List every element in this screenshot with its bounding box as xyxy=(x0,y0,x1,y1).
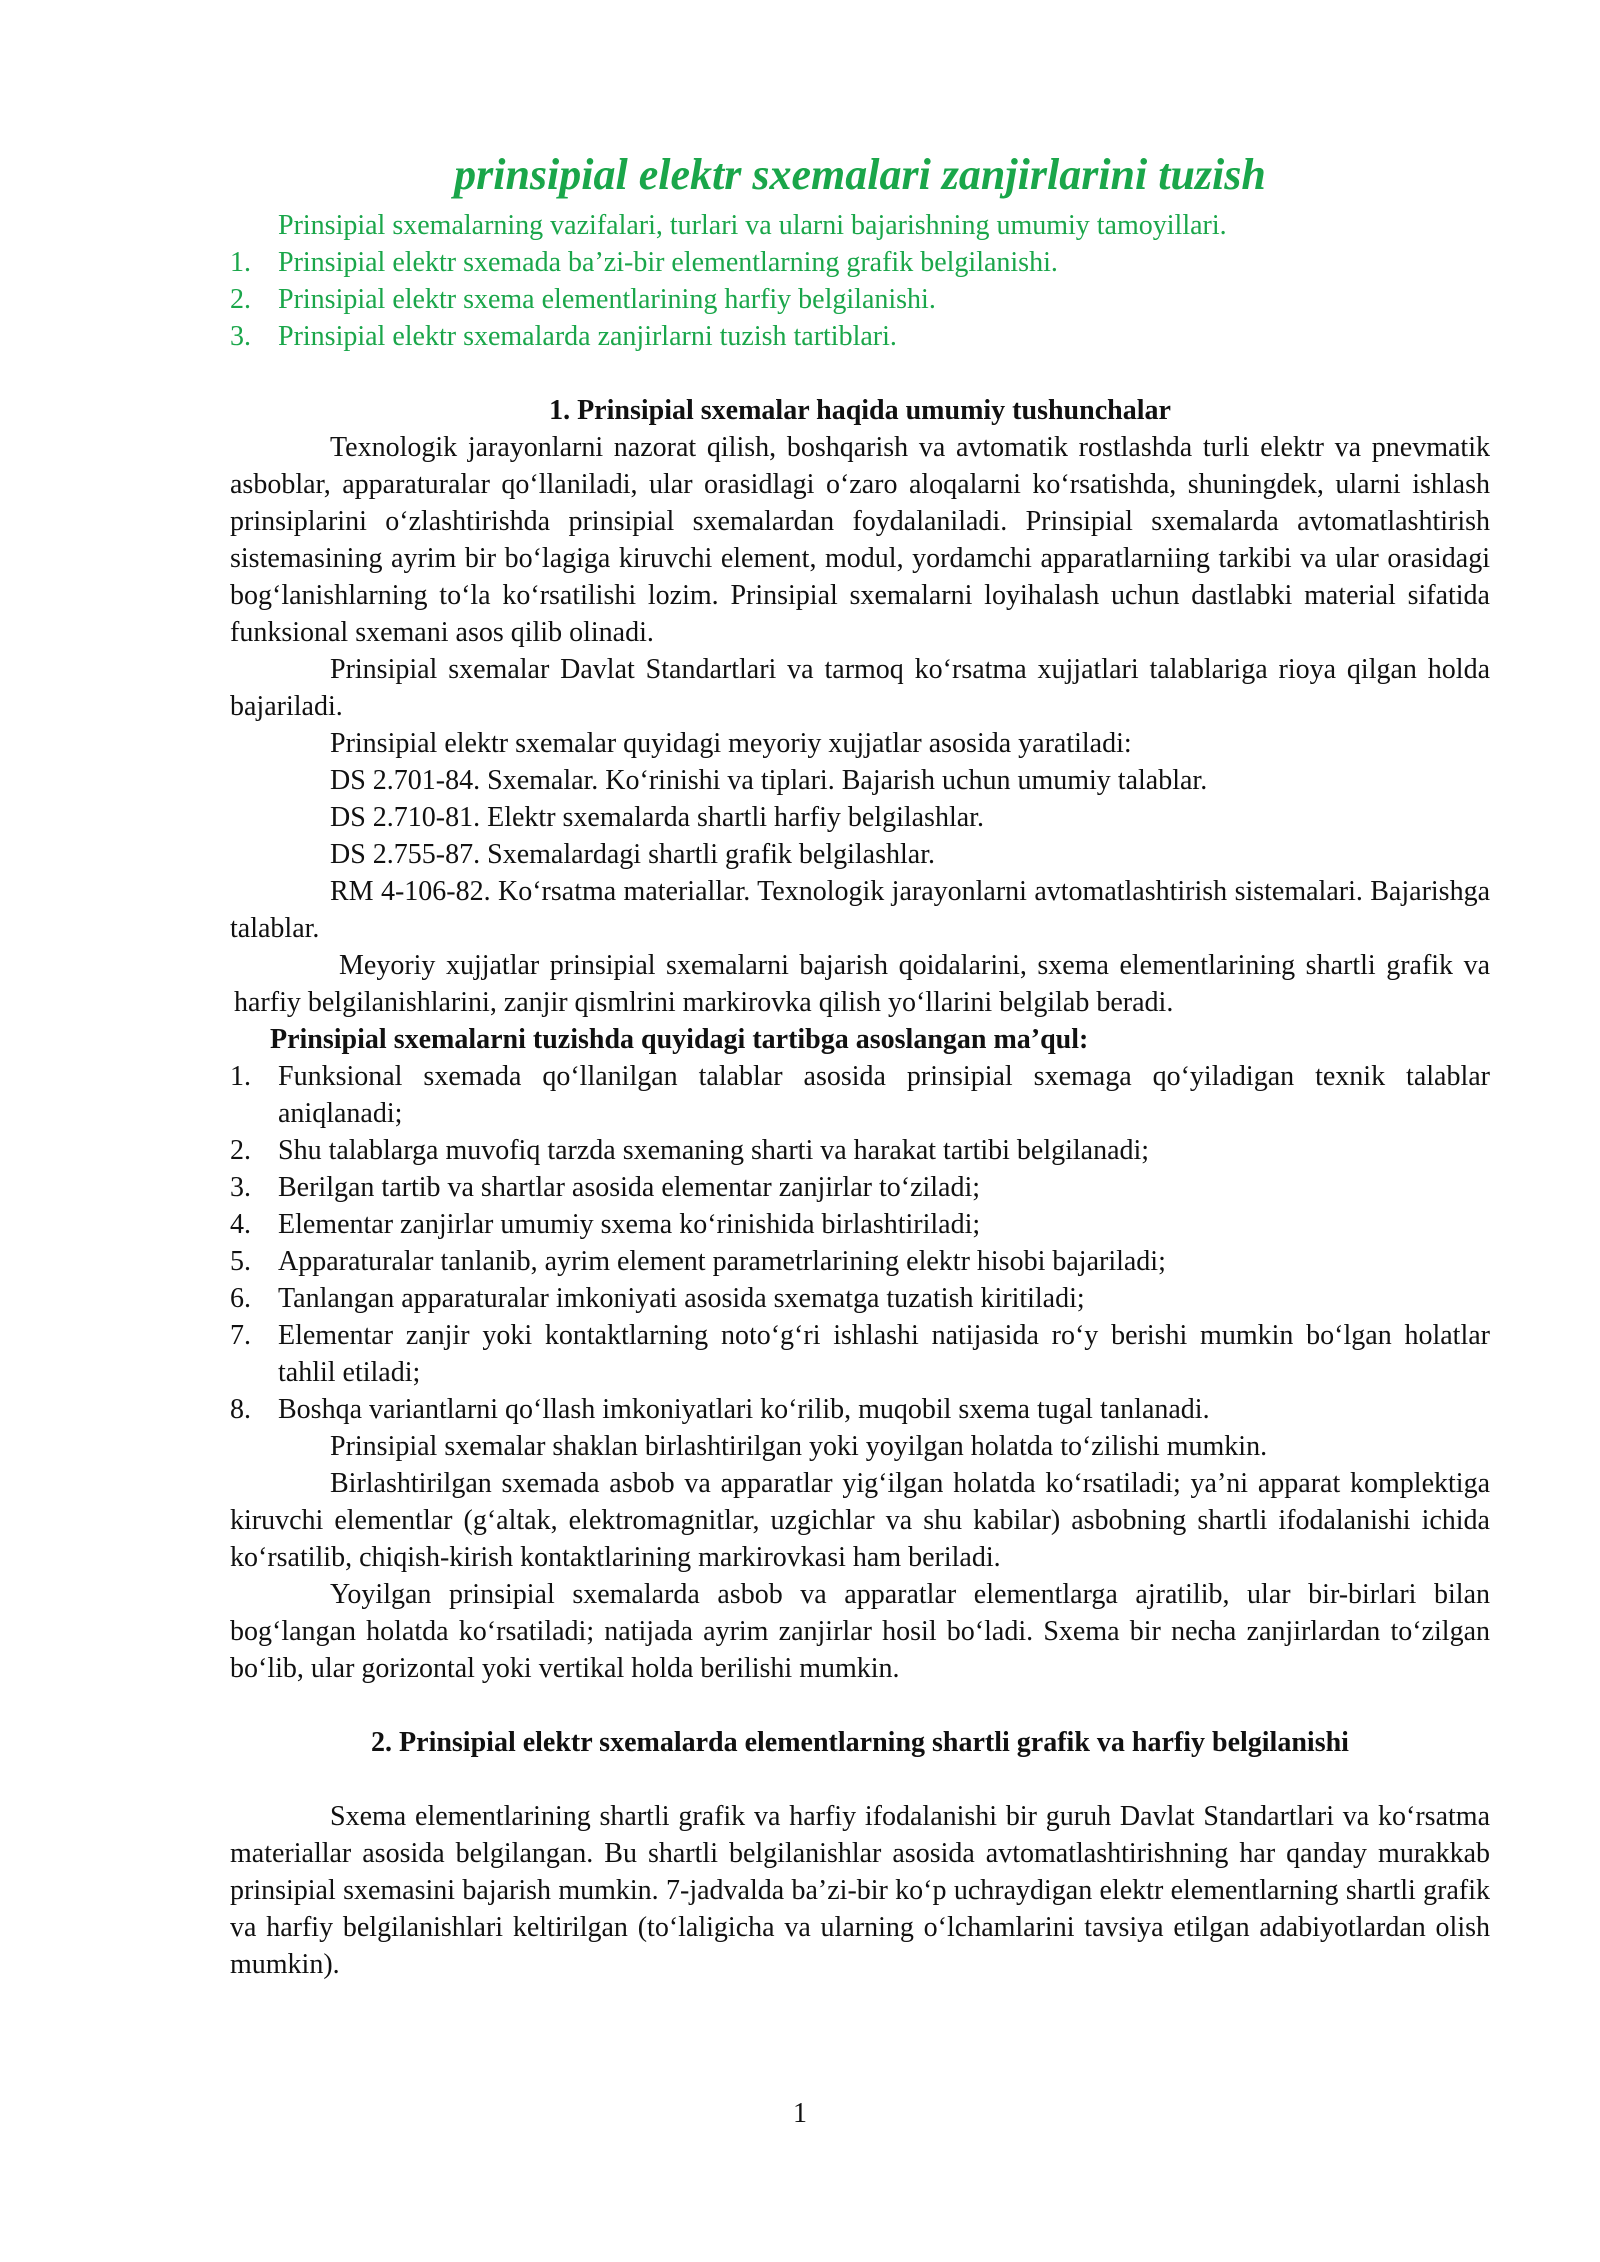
topics-intro: Prinsipial sxemalarning vazifalari, turlari va ularni bajarishning umumiy tamoyillari. xyxy=(278,209,1227,241)
document-title: prinsipial elektr sxemalari zanjirlarini tuzish xyxy=(454,150,1266,199)
steps-list xyxy=(230,1058,1490,1428)
paragraph: Prinsipial elektr sxemalar quyidagi meyoriy xujjatlar asosida yaratiladi: xyxy=(330,727,1132,759)
page-number: 1 xyxy=(793,2098,807,2129)
order-heading: Prinsipial sxemalarni tuzishda quyidagi tartibga asoslangan ma’qul: xyxy=(270,1023,1089,1055)
step-item: 7. Elementar zanjir yoki kontaktlarning noto‘g‘ri ishlashi natijasida ro‘y berishi mumkin bo‘lgan holatlar tahlil etiladi; xyxy=(230,1319,1490,1388)
standard-item: DS 2.755-87. Sxemalardagi shartli grafik belgilashlar. xyxy=(330,838,935,870)
paragraph: Prinsipial sxemalar shaklan birlashtirilgan yoki yoyilgan holatda to‘zilishi mumkin. xyxy=(330,1430,1268,1462)
step-item: 4. Elementar zanjirlar umumiy sxema ko‘rinishida birlashtiriladi; xyxy=(230,1208,981,1240)
paragraph: Prinsipial sxemalar Davlat Standartlari va tarmoq ko‘rsatma xujjatlari talablariga rioya qilgan holda bajariladi. xyxy=(230,653,1490,722)
paragraph: Birlashtirilgan sxemada asbob va apparatlar yig‘ilgan holatda ko‘rsatiladi; ya’ni apparat komplektiga kiruvchi elementlar (g‘altak, elektromagnitlar, uzgichlar va shu kabilar) asbobning shartli ifodalanishi ichida ko‘rsatilib, chiqish-kirish kontaktlarining markirovkasi ham beriladi. xyxy=(230,1467,1490,1573)
paragraph: Meyoriy xujjatlar prinsipial sxemalarni bajarish qoidalarini, sxema elementlarining shartli grafik va harfiy belgilanishlarini, zanjir qismlrini markirovka qilish yo‘llarini belgilab beradi. xyxy=(234,949,1490,1018)
step-item: 2. Shu talablarga muvofiq tarzda sxemaning sharti va harakat tartibi belgilanadi; xyxy=(230,1134,1150,1166)
document-page xyxy=(230,150,1490,1983)
topic-item: 3. Prinsipial elektr sxemalarda zanjirlarni tuzish tartiblari. xyxy=(230,320,897,352)
paragraph: Texnologik jarayonlarni nazorat qilish, boshqarish va avtomatik rostlashda turli elektr va pnevmatik asboblar, apparaturalar qo‘llaniladi, ular orasidlagi o‘zaro aloqalarni ko‘rsatishda, shuningdek, ularni ishlash prinsiplarini o‘zlashtirishda prinsipial sxemalardan foydalaniladi. Prinsipial sxemalarda avtomatlashtirish sistemasining ayrim bir bo‘lagiga kiruvchi element, modul, yordamchi apparatlarniing tarkibi va ular orasidagi bog‘lanishlarning to‘la ko‘rsatilishi lozim. Prinsipial sxemalarni loyihalash uchun dastlabki material sifatida funksional sxemani asos qilib olinadi. xyxy=(230,431,1490,648)
step-item: 1. Funksional sxemada qo‘llanilgan talablar asosida prinsipial sxemaga qo‘yiladigan texnik talablar aniqlanadi; xyxy=(230,1060,1490,1129)
topic-item: 1. Prinsipial elektr sxemada ba’zi-bir elementlarning grafik belgilanishi. xyxy=(230,246,1058,278)
standard-item: RM 4-106-82. Ko‘rsatma materiallar. Texnologik jarayonlarni avtomatlashtirish sistemalari. Bajarishga talablar. xyxy=(230,875,1490,944)
step-item: 6. Tanlangan apparaturalar imkoniyati asosida sxematga tuzatish kiritiladi; xyxy=(230,1282,1085,1314)
section-2-heading: 2. Prinsipial elektr sxemalarda elementlarning shartli grafik va harfiy belgilanishi xyxy=(371,1726,1349,1758)
step-item: 5. Apparaturalar tanlanib, ayrim element parametrlarining elektr hisobi bajariladi; xyxy=(230,1245,1166,1277)
paragraph: Sxema elementlarining shartli grafik va harfiy ifodalanishi bir guruh Davlat Standartlari va ko‘rsatma materiallar asosida belgilangan. Bu shartli belgilanishlar asosida avtomatlashtirishning har qanday murakkab prinsipial sxemasini bajarish mumkin. 7-jadvalda ba’zi-bir ko‘p uchraydigan elektr elementlarning shartli grafik va harfiy belgilanishlari keltirilgan (to‘laligicha va ularning o‘lchamlarini tavsiya etilgan adabiyotlardan olish mumkin). xyxy=(230,1800,1490,1980)
standard-item: DS 2.710-81. Elektr sxemalarda shartli harfiy belgilashlar. xyxy=(330,801,984,833)
standard-item: DS 2.701-84. Sxemalar. Ko‘rinishi va tiplari. Bajarish uchun umumiy talablar. xyxy=(330,764,1208,796)
section-1-heading: 1. Prinsipial sxemalar haqida umumiy tushunchalar xyxy=(549,394,1171,426)
step-item: 3. Berilgan tartib va shartlar asosida elementar zanjirlar to‘ziladi; xyxy=(230,1171,981,1203)
topic-item: 2. Prinsipial elektr sxema elementlarining harfiy belgilanishi. xyxy=(230,283,936,315)
topics-list xyxy=(230,244,1490,355)
step-item: 8. Boshqa variantlarni qo‘llash imkoniyatlari ko‘rilib, muqobil sxema tugal tanlanadi. xyxy=(230,1393,1210,1425)
paragraph: Yoyilgan prinsipial sxemalarda asbob va apparatlar elementlarga ajratilib, ular bir-birlari bilan bog‘langan holatda ko‘rsatiladi; natijada ayrim zanjirlar hosil bo‘ladi. Sxema bir necha zanjirlardan to‘zilgan bo‘lib, ular gorizontal yoki vertikal holda berilishi mumkin. xyxy=(230,1578,1490,1684)
